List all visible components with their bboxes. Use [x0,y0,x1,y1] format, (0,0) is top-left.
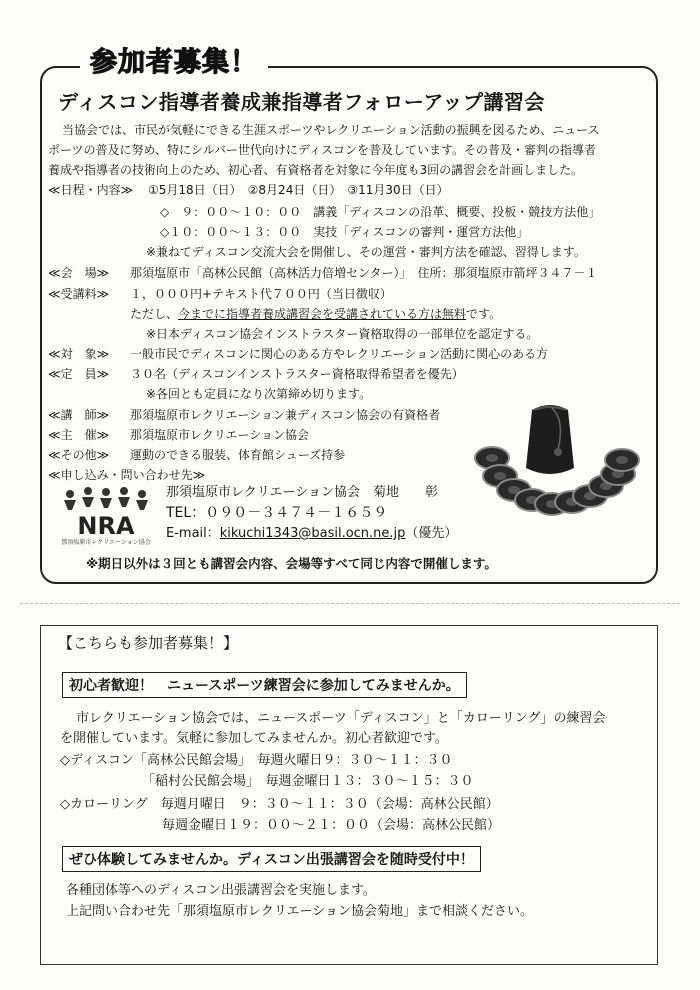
contact-email-line [166,525,457,543]
practice-desc: を開催しています。気軽に参加してみませんか。初心者歓迎です。 [60,731,448,746]
organizer-label: ≪主 催≫ [48,428,110,442]
certification-note: ※日本ディスコン協会インストラスター資格取得の一部単位を認定する。 [146,327,539,341]
intro-line: 養成や指導者の技術向上のため、初心者、有資格者を対象に今年度も3回の講習会を計画しました。 [48,163,584,177]
drawstring-bag [526,405,574,474]
session-practice: ◇１０：００〜１３：００ 実技「ディスコンの審判・運営方法他」 [160,225,529,239]
contact-tel: TEL：０９０－３４７４－１６５９ [166,505,388,521]
fee-note-post: です。 [466,307,502,321]
contact-org: 那須塩原市レクリエーション協会 菊地 彰 [166,485,438,500]
capacity-note: ※各回とも定員になり次第締め切ります。 [146,387,372,401]
logo-caption: 那須塩原市レクリエーション協会 [61,539,151,546]
fee-label: ≪受講料≫ [48,287,110,301]
schedule-discon-inamura: 「稲村公民館会場」 毎週金曜日１３：３０〜１５：３０ [142,774,474,789]
trip-lesson-title: ぜひ体験してみませんか。ディスコン出張講習会を随時受付中！ [62,846,481,872]
nra-logo [58,486,154,546]
email-label: E-mail： [166,526,220,541]
contact-label: ≪申し込み・問い合わせ先≫ [48,468,206,482]
recruit-badge: 参加者募集！ [80,40,268,79]
nra-logo-graphic [58,486,154,546]
schedule-discon-takabayashi: ◇ディスコン「高林公民館会場」 毎週火曜日９：３０〜１１：３０ [60,753,453,768]
intro-line: 当協会では、市民が気軽にできる生涯スポーツやレクリエーション活動の振興を図るため、ニュース [62,123,600,137]
second-heading: 【こちらも参加者募集！】 [58,634,239,652]
target-text: 一般市民でディスコンに関心のある方やレクリエーション活動に関心のある方 [130,347,549,361]
target-label: ≪対 象≫ [48,347,110,361]
session-lecture: ◇ ９：００〜１０：００ 講義「ディスコンの沿革、概要、投板・競技方法他」 [160,205,601,219]
schedule-label: ≪日程・内容≫ [48,183,134,197]
beginner-title: 初心者歓迎！ ニュースポーツ練習会に参加してみませんか。 [62,672,467,698]
capacity-text: ３０名（ディスコンインストラスター資格取得希望者を優先） [130,367,464,381]
schedule-curling-friday: 毎週金曜日１９：００〜２１：００（会場：高林公民館） [162,818,501,833]
email-suffix: （優先） [405,526,458,541]
event-title: ディスコン指導者養成兼指導者フォローアップ講習会 [58,90,545,114]
instructor-text: 那須塩原市レクリエーション兼ディスコン協会の有資格者 [130,408,441,422]
section-divider [20,603,680,604]
other-text: 運動のできる服装、体育館シューズ持参 [130,448,346,462]
intro-line: ポーツの普及に努め、特にシルバー世代向けにディスコンを普及しています。その普及・審判の指導者 [48,143,596,157]
instructor-label: ≪講 師≫ [48,408,110,422]
venue-label: ≪会 場≫ [48,266,110,280]
free-condition: 今までに指導者養成講習会を受講されている方は無料 [178,307,467,321]
discon-set-photo [470,380,650,530]
trip-desc: 各種団体等へのディスコン出張講習会を実施します。 [66,883,376,898]
disc-center [494,472,506,480]
fee-note-pre: ただし、 [130,307,179,321]
venue-text: 那須塩原市「高林公民館（高林活力倍増センター）」 住所：那須塩原市箭坪３４７－１ [130,266,598,280]
schedule-dates: ①5月18日（日） ②8月24日（日） ③11月30日（日） [148,183,449,197]
fee-text: １，０００円+テキスト代７００円（当日徴収） [130,287,392,301]
other-label: ≪その他≫ [48,448,110,462]
practice-desc: 市レクリエーション協会では、ニュースポーツ「ディスコン」と「カローリング」の練習会 [76,711,606,726]
footer-note: ※期日以外は３回とも講習会内容、会場等すべて同じ内容で開催します。 [86,556,497,571]
trip-desc: 上記問い合わせ先「那須塩原市レクリエーション協会菊地」まで相談ください。 [66,904,533,919]
fee-note [130,305,501,323]
email-link[interactable]: kikuchi1343@basil.ocn.ne.jp [219,526,406,541]
session-note: ※兼ねてディスコン交流大会を開催し、その運営・審判方法を確認、習得します。 [146,245,586,259]
disc-center [486,454,498,462]
organizer-text: 那須塩原市レクリエーション協会 [130,428,310,442]
logo-text: NRA [77,512,135,540]
disc-center [616,456,628,464]
schedule-curling-monday: ◇カローリング 毎週月曜日 ９：３０〜１１：３０（会場：高林公民館） [60,797,499,812]
capacity-label: ≪定 員≫ [48,367,110,381]
